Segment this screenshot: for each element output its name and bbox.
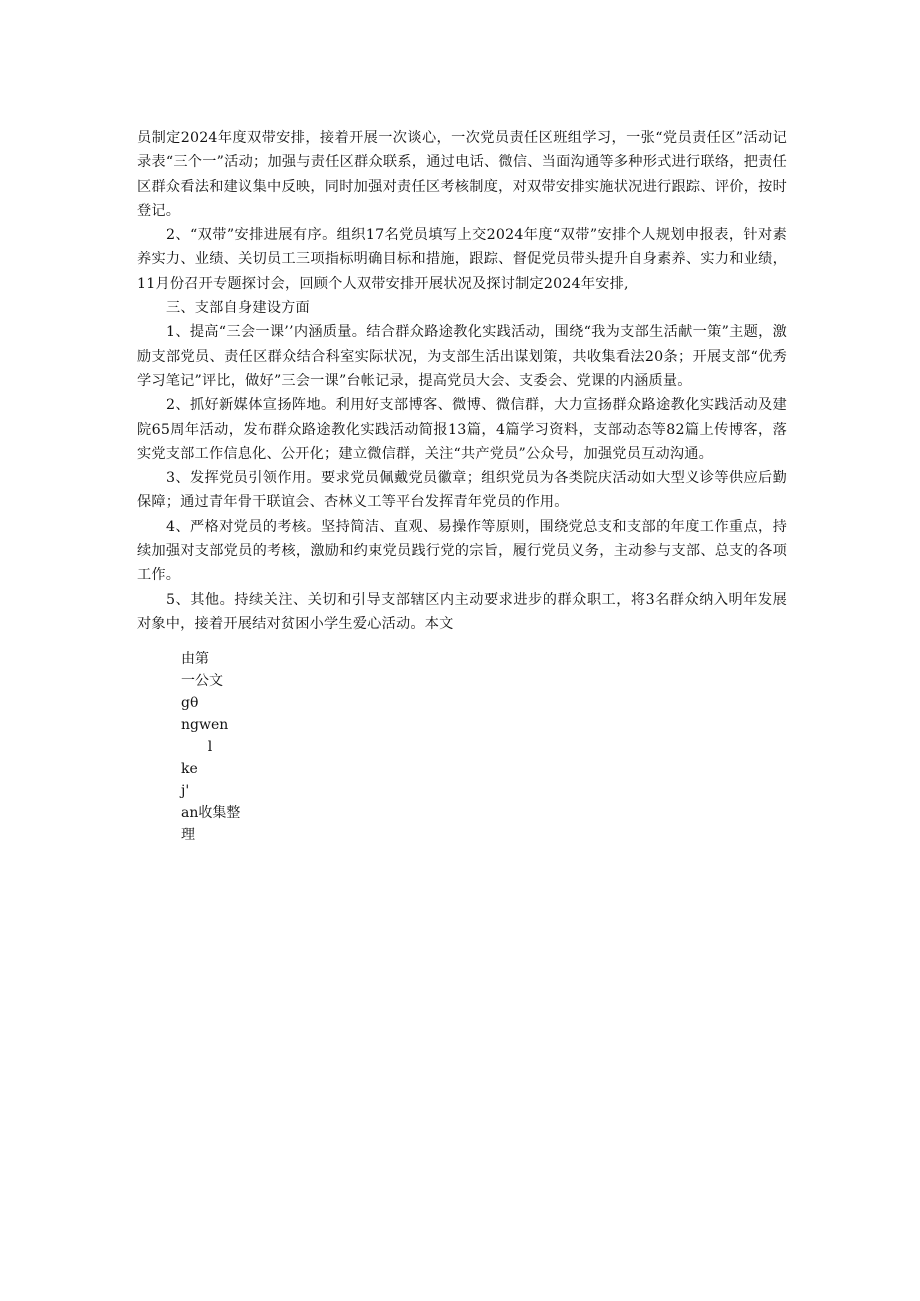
- paragraph-6: 4、严格对党员的考核。坚持简洁、直观、易操作等原则，围绕党总支和支部的年度工作重点，持续加强对支部党员的考核，激励和约束党员践行党的宗旨，履行党员义务，主动参与支部、总支的各项工作。: [137, 518, 787, 584]
- credit-line: ke: [181, 761, 198, 777]
- paragraph-1: 员制定2024年度双带安排，接着开展一次谈心，一次党员责任区班组学习，一张“党员责任区”活动记录表“三个一”活动；加强与责任区群众联系，通过电话、微信、当面沟通等多种形式进行联络，把责任区群众看法和建议集中反映，同时加强对责任区考核制度，对双带安排实施状况进行跟踪、评价，按时登记。: [137, 130, 787, 219]
- credit-line: 一公文: [181, 673, 223, 689]
- paragraph-3: 1、提高“三会一课’’内涵质量。结合群众路途教化实践活动，围绕“我为支部生活献一策”主题，激励支部党员、责任区群众结合科室实际状况，为支部生活出谋划策，共收集看法20条；开展支部“优秀学习笔记”评比，做好”三会一课”台帐记录，提高党员大会、支委会、党课的内涵质量。: [137, 324, 787, 389]
- section-heading: 三、支部自身建设方面: [166, 300, 310, 317]
- credit-line: l: [181, 739, 213, 755]
- document-body: [137, 126, 787, 636]
- credit-line: j': [181, 783, 190, 799]
- credit-line: 理: [181, 827, 195, 843]
- paragraph-4: 2、抓好新媒体宣扬阵地。利用好支部博客、微博、微信群，大力宣扬群众路途教化实践活动及建院65周年活动，发布群众路途教化实践活动简报13篇，4篇学习资料，支部动态等82篇上传博客，落实党支部工作信息化、公开化；建立微信群，关注“共产党员”公众号，加强党员互动沟通。: [137, 397, 787, 462]
- credit-line: an收集整: [181, 805, 241, 821]
- credit-line: gθ: [181, 695, 199, 711]
- paragraph-7: 5、其他。持续关注、关切和引导支部辖区内主动要求进步的群众职工，将3名群众纳入明年发展对象中，接着开展结对贫困小学生爱心活动。本文: [137, 591, 787, 632]
- credit-line: 由第: [181, 651, 209, 667]
- credit-line: ngwen: [181, 717, 229, 733]
- paragraph-5: 3、发挥党员引领作用。要求党员佩戴党员徽章；组织党员为各类院庆活动如大型义诊等供应后勤保障；通过青年骨干联谊会、杏林义工等平台发挥青年党员的作用。: [137, 470, 787, 511]
- paragraph-2: 2、“双带”安排进展有序。组织17名党员填写上交2024年度“双带”安排个人规划申报表，针对素养实力、业绩、关切员工三项指标明确目标和措施，跟踪、督促党员带头提升自身素养、实力和业绩，11月份召开专题探讨会，回顾个人双带安排开展状况及探讨制定2024年安排,: [137, 227, 787, 292]
- source-credit: [181, 648, 240, 846]
